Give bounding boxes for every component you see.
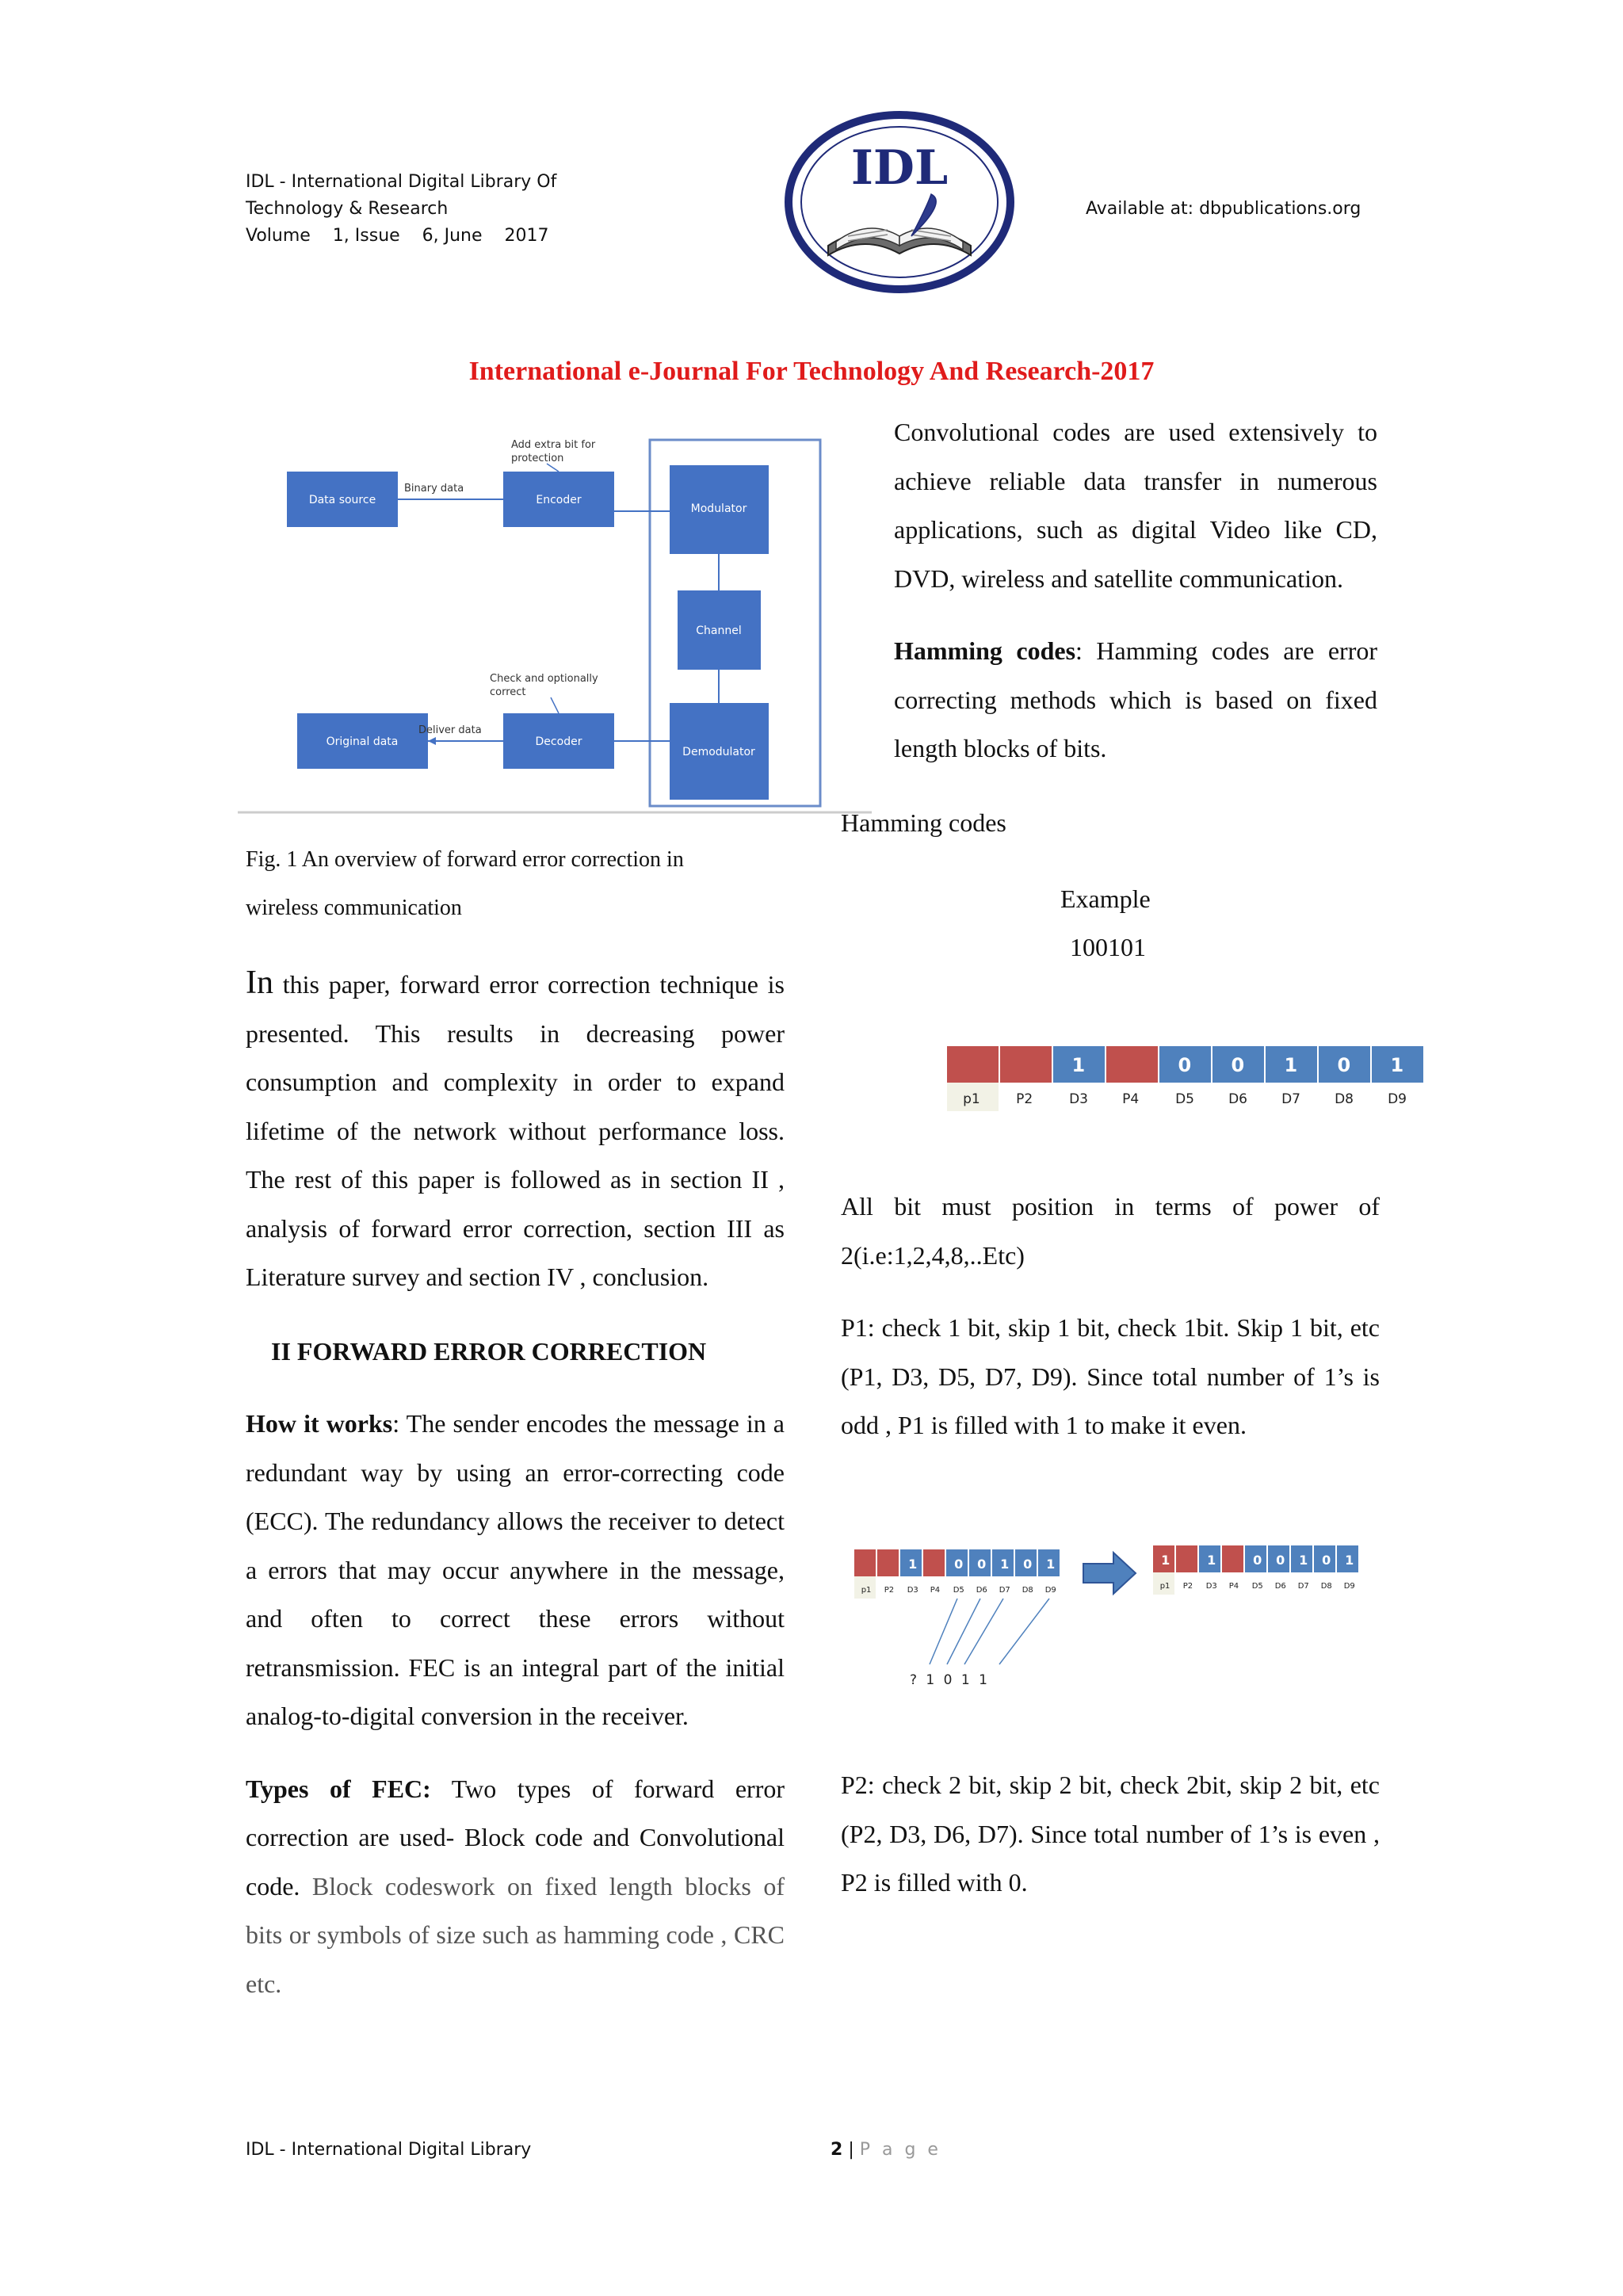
intro-paragraph [246,959,785,1302]
original-data-label: Original data [326,735,399,748]
table1-position-label: D8 [1335,1091,1354,1107]
table3-position-label: D7 [1297,1582,1309,1591]
table2-bit-value: 1 [1000,1556,1010,1572]
demodulator-label: Demodulator [682,746,755,758]
intro-text: this paper, forward error correction technique is presented. This results in decreasing power consumption and complexity in order to expand lifetime of the network without performance loss. The rest of this paper is followed as in section II , analysis of forward error correction, section III as Literature survey and section IV , conclusion. [246,970,785,1291]
table2-position-label: D8 [1022,1586,1033,1595]
hamming-table-2 [854,1549,1076,1696]
idl-logo [785,111,1014,297]
table1-position-label: P4 [1122,1091,1140,1107]
deliver-data-label: Deliver data [418,724,482,736]
table2-position-label: P2 [884,1586,895,1595]
table1-position-label: p1 [963,1091,980,1107]
table2-position-label: D3 [907,1586,918,1595]
hamming-codes-heading: Hamming codes [841,808,1006,837]
fec-diagram-svg [238,424,872,816]
available-at: Available at: dbpublications.org [1086,199,1361,219]
header-info [246,169,556,250]
table1-position-label: D6 [1228,1091,1248,1107]
table3-bit-value: 0 [1276,1552,1285,1568]
table2-bit-value: 0 [954,1556,964,1572]
table3-position-label: D8 [1320,1582,1332,1591]
table3-bit-value: 0 [1253,1552,1262,1568]
fec-diagram [238,424,872,820]
table1-bit-cell [947,1046,999,1083]
table3-position-label: D6 [1274,1582,1286,1591]
types-paragraph [246,1765,785,2009]
table2-arrow [964,1599,1003,1664]
p2-paragraph [841,1761,1380,1908]
table1-bit-value: 0 [1231,1054,1245,1077]
right-arrow-icon [1082,1549,1137,1601]
table2-position-label: p1 [861,1586,872,1595]
conv-text: Convolutional codes are used extensively to achieve reliable data transfer in numerous applications, such as digital Video like CD, DVD, wireless and satellite communication. [894,418,1377,593]
table2-arrow [999,1599,1049,1664]
table3-bit-value: 1 [1345,1552,1354,1568]
add-extra-label: Add extra bit for [511,439,596,451]
types-text: Two types of forward error correction are used- Block code and Convolutional code. [246,1774,785,1901]
footer-left: IDL - International Digital Library [246,2140,532,2160]
journal-title: International e-Journal For Technology And Research-2017 [468,357,1155,386]
caption-line2: wireless communication [246,896,462,920]
power-paragraph [841,1182,1380,1450]
section2-heading: II FORWARD ERROR CORRECTION [271,1336,707,1366]
header-volume: Volume 1, Issue 6, June 2017 [246,226,549,246]
example-label: Example [1060,884,1151,913]
encoder-label: Encoder [536,494,582,506]
table3-bit-value: 1 [1207,1552,1216,1568]
table2-arrow [947,1599,980,1664]
page-label: P a g e [859,2140,941,2160]
table3-bit-cell [1176,1545,1197,1572]
hamming-table-1 [947,1046,1430,1121]
table3-position-label: P2 [1182,1582,1193,1591]
modulator-label: Modulator [690,502,747,515]
table2-position-label: P4 [930,1586,941,1595]
table2-position-label: D6 [976,1586,987,1595]
hamming-label: Hamming codes [894,636,1076,665]
table3-bit-cell [1222,1545,1243,1572]
table2-bit-cell [877,1549,899,1576]
table1-position-label: D5 [1175,1091,1195,1107]
types-gray-text: Block codeswork on fixed length blocks of bits or symbols of size such as hamming code , CRC etc. [246,1871,785,1998]
table1-bit-cell [1000,1046,1052,1083]
table2-bit-value: 0 [977,1556,987,1572]
table2-bit-value: 1 [908,1556,918,1572]
table3-position-label: D9 [1343,1582,1355,1591]
check-optionally-label: Check and optionally [490,673,598,685]
table1-bit-value: 1 [1390,1054,1404,1077]
table2-bit-cell [854,1549,876,1576]
hamming-table-3-svg [1153,1545,1375,1609]
footer-page: 2 | P a g e [831,2140,941,2160]
header-line1: IDL - International Digital Library Of [246,172,557,192]
table1-position-label: D7 [1281,1091,1301,1107]
how-it-works-paragraph [246,1400,785,1741]
header-line2: Technology & Research [246,199,449,219]
table2-bit-cell [923,1549,945,1576]
table3-bit-value: 1 [1161,1552,1170,1568]
table3-position-label: P4 [1228,1582,1239,1591]
how-label: How it works [246,1409,393,1438]
table2-bit-value: 0 [1023,1556,1033,1572]
table1-position-label: D9 [1388,1091,1407,1107]
table1-position-label: D3 [1069,1091,1089,1107]
table3-position-label: D3 [1205,1582,1217,1591]
idl-logo-icon [785,111,1014,293]
hamming-table-2-svg [854,1549,1076,1692]
table1-bit-value: 1 [1071,1054,1086,1077]
logo-text: IDL [850,140,949,196]
table2-position-label: D9 [1044,1586,1056,1595]
correct-label: correct [490,686,526,698]
hamming-paragraph [894,627,1377,774]
p1-text: P1: check 1 bit, skip 1 bit, check 1bit. Skip 1 bit, etc (P1, D3, D5, D7, D9). Since total number of 1’s is odd , P1 is filled with 1 to make it even. [841,1313,1380,1439]
left-column [246,959,785,2008]
caption-line1: Fig. 1 An overview of forward error correction in [246,847,684,872]
table1-bit-value: 0 [1178,1054,1192,1077]
example-value: 100101 [1070,933,1146,961]
table3-position-label: D5 [1251,1582,1263,1591]
how-text: : The sender encodes the message in a redundant way by using an error-correcting code (ECC). The redundancy allows the receiver to detect a errors that may occur anywhere in the message, and often to correct these errors without retransmission. FEC is an integral part of the initial analog-to-digital conversion in the receiver. [246,1409,785,1730]
intro-first-word: In [246,965,273,1001]
page-number: 2 [831,2140,843,2160]
hamming-table-3 [1153,1545,1375,1613]
power-text: All bit must position in terms of power of 2(i.e:1,2,4,8,..Etc) [841,1192,1380,1270]
table3-bit-value: 0 [1322,1552,1331,1568]
hamming-text: : Hamming codes are error correcting methods which is based on fixed length blocks of bits. [894,636,1378,762]
data-source-label: Data source [308,494,376,506]
table2-position-label: D7 [999,1586,1010,1595]
table1-bit-value: 0 [1337,1054,1351,1077]
table2-arrow [930,1599,957,1664]
table2-bit-value: 1 [1046,1556,1056,1572]
hamming-table-1-svg [947,1046,1430,1117]
table1-position-label: P2 [1016,1091,1033,1107]
protection-label: protection [511,453,564,464]
table1-bit-cell [1106,1046,1158,1083]
table2-result: ? 1 0 1 1 [910,1672,990,1688]
types-label: Types of FEC: [246,1774,431,1803]
table2-position-label: D5 [953,1586,964,1595]
table3-bit-value: 1 [1299,1552,1308,1568]
binary-data-label: Binary data [404,483,464,495]
channel-label: Channel [696,625,742,637]
table3-position-label: p1 [1159,1582,1170,1591]
conv-paragraph [894,408,1377,774]
table1-bit-value: 1 [1284,1054,1298,1077]
figure-caption [246,835,785,932]
p2-text: P2: check 2 bit, skip 2 bit, check 2bit, skip 2 bit, etc (P2, D3, D6, D7). Since total number of 1’s is even , P2 is filled with 0. [841,1771,1380,1897]
decoder-label: Decoder [535,735,582,748]
